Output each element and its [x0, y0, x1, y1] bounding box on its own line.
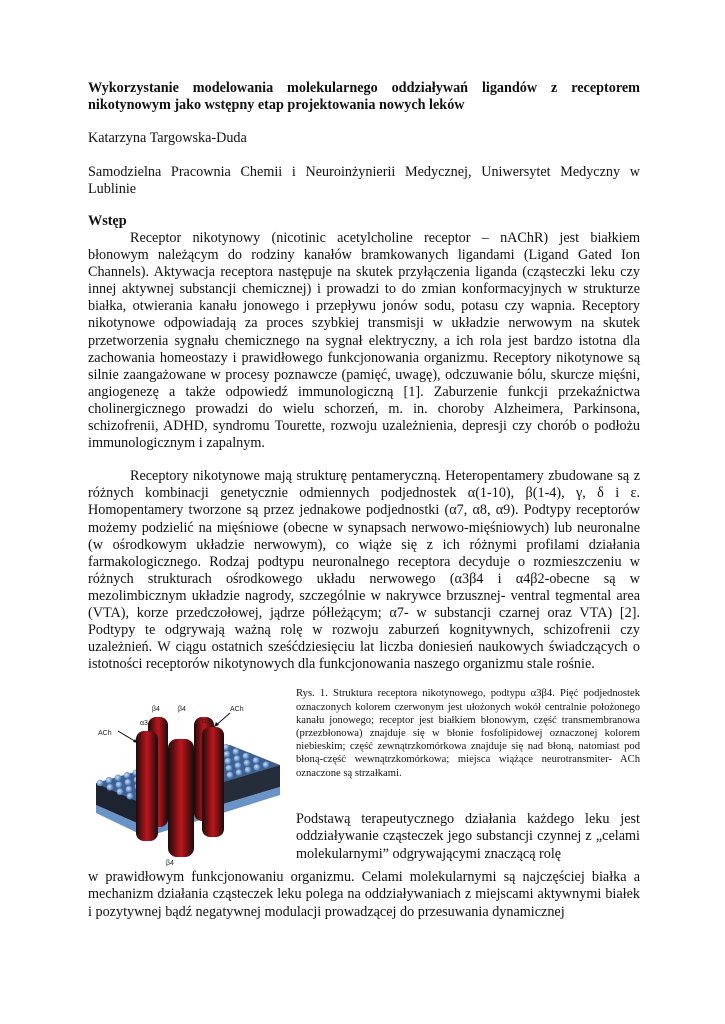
paragraph-3-side: Podstawą terapeutycznego działania każdego leku jest oddziaływanie cząsteczek jego substancji czynnej z „celami molekularnymi” odgrywającymi znaczącą rolę — [296, 811, 640, 862]
figure-block — [88, 687, 640, 869]
label-beta4-bottom: β4 — [166, 860, 174, 868]
lipid-head — [224, 751, 231, 758]
label-beta4-b: β4 — [178, 706, 186, 714]
section-heading: Wstęp — [88, 213, 127, 229]
author-name: Katarzyna Targowska-Duda — [88, 130, 247, 146]
paragraph-3-continued: w prawidłowym funkcjonowaniu organizmu. Celami molekularnymi są najczęściej białka a mechanizm działania cząsteczek leku polega na oddziaływaniach z miejscami aktywnymi białek i pozytywnej bądź negatywnej modulacji prowadzącej do przesuwania dynamicznej — [88, 869, 640, 920]
lipid-head — [263, 762, 270, 769]
label-alpha3-right: α3 — [202, 718, 210, 726]
affiliation: Samodzielna Pracownia Chemii i Neuroinżynierii Medycznej, Uniwersytet Medyczny w Lublinie — [88, 164, 640, 197]
paragraph-1: Receptor nikotynowy (nicotinic acetylcholine receptor – nAChR) jest białkiem błonowym należącym do rodziny kanałów bramkowanych ligandami (Ligand Gated Ion Channels). Aktywacja receptora następuje na skutek przyłączenia liganda (cząsteczki leku czy innej aktywnej substancji chemicznej) i prowadzi to do zmian konformacyjnych w strukturze białka, otwierania kanału jonowego i przepływu jonów sodu, potasu czy wapnia. Receptory nikotynowe odpowiadają za proces szybkiej transmisji w układzie nerwowym na skutek przetworzenia sygnału chemicznego na sygnał elektryczny, a ich rola jest bardzo istotna dla zachowania homeostazy i prawidłowego funkcjonowania organizmu. Receptory nikotynowe są silnie zaangażowane w procesy poznawcze (pamięć, uwagę), odczuwanie bólu, skurcze mięśni, angiogenezę a także odpowiedź immunologiczną [1]. Zaburzenie funkcji przekaźnictwa cholinergicznego prowadzi do wielu schorzeń, m. in. choroby Alzheimera, Parkinsona, schizofrenii, ADHD, syndromu Tourette, rozwoju uzależnienia, depresji czy chorób o podłożu immunologicznym i zapalnym. — [88, 230, 640, 452]
paragraph-2: Receptory nikotynowe mają strukturę pentameryczną. Heteropentamery zbudowane są z różnych kombinacji genetycznie odmiennych podjednostek α(1-10), β(1-4), γ, δ i ε. Homopentamery tworzone są przez jednakowe podjednostki (α7, α8, α9). Podtypy receptorów możemy podzielić na mięśniowe (obecne w synapsach nerwowo-mięśniowych) lub neuronalne (w ośrodkowym układzie nerwowym), co wiąże się z ich różnymi profilami działania farmakologicznego. Rodzaj podtypu neuronalnego receptora decyduje o rozmieszczeniu w różnych strukturach ośrodkowego układu nerwowego (α3β4 i α4β2-obecne są w mezolimbicznym układzie nagrody, szczególnie w nakrywce brzusznej- ventral tegmental area (VTA), korze przedczołowej, jądrze półleżącym; α7- w substancji czarnej oraz VTA) [2]. Podtypy te odgrywają ważną rolę w rozwoju zaburzeń kognitywnych, schizofrenii czy uzależnień. W ciągu ostatnich sześćdziesięciu lat liczba doniesień naukowych świadczących o istotności receptorów nikotynowych dla funkcjonowania naszego organizmu stale rośnie. — [88, 468, 640, 673]
label-alpha3-left: α3 — [140, 720, 148, 728]
lipid-head — [226, 765, 233, 772]
label-ach-right: ACh — [230, 706, 244, 714]
lipid-head — [234, 756, 241, 763]
lipid-head — [236, 769, 243, 776]
lipid-head — [116, 782, 123, 789]
subunit-right — [202, 727, 224, 837]
lipid-head — [97, 780, 104, 787]
lipid-head — [107, 784, 114, 791]
paper-title: Wykorzystanie modelowania molekularnego oddziaływań ligandów z receptorem nikotynowym jako wstępny etap projektowania nowych leków — [88, 80, 640, 113]
lipid-head — [225, 758, 232, 765]
lipid-head — [125, 779, 132, 786]
lipid-head — [126, 786, 133, 793]
lipid-head — [227, 772, 234, 779]
lipid-head — [245, 767, 252, 774]
lipid-head — [243, 753, 250, 760]
lipid-head — [235, 763, 242, 770]
lipid-head — [124, 772, 131, 779]
receptor-subunits — [136, 717, 224, 857]
subunit-front — [168, 739, 194, 857]
lipid-head — [244, 760, 251, 767]
lipid-head — [233, 749, 240, 756]
lipid-head — [253, 757, 260, 764]
figure-caption: Rys. 1. Struktura receptora nikotynowego, podtypu α3β4. Pięć podjednostek oznaczonych kolorem czerwonym jest ułożonych wokół centralnie położonego kanału jonowego; receptor jest białkiem błonowym, część transmembranowa (przezbłonowa) znajduje się w błonie fosfolipidowej oznaczonej kolorem niebieskim; część zewnątrzkomórkowa znajduje się nad błoną, natomiast pod błoną-część wewnątrzkomórkowa; miejsca wiążące neurotransmiter- ACh oznaczone są strzałkami. — [296, 688, 640, 779]
label-beta4-a: β4 — [152, 706, 160, 714]
paper-page — [88, 80, 640, 921]
receptor-figure — [90, 687, 284, 867]
subunit-left — [136, 731, 158, 841]
lipid-head — [115, 775, 122, 782]
lipid-head — [254, 764, 261, 771]
label-ach-left: ACh — [98, 730, 112, 738]
lipid-head — [117, 789, 124, 796]
lipid-head — [106, 777, 113, 784]
lipid-head — [127, 793, 134, 800]
